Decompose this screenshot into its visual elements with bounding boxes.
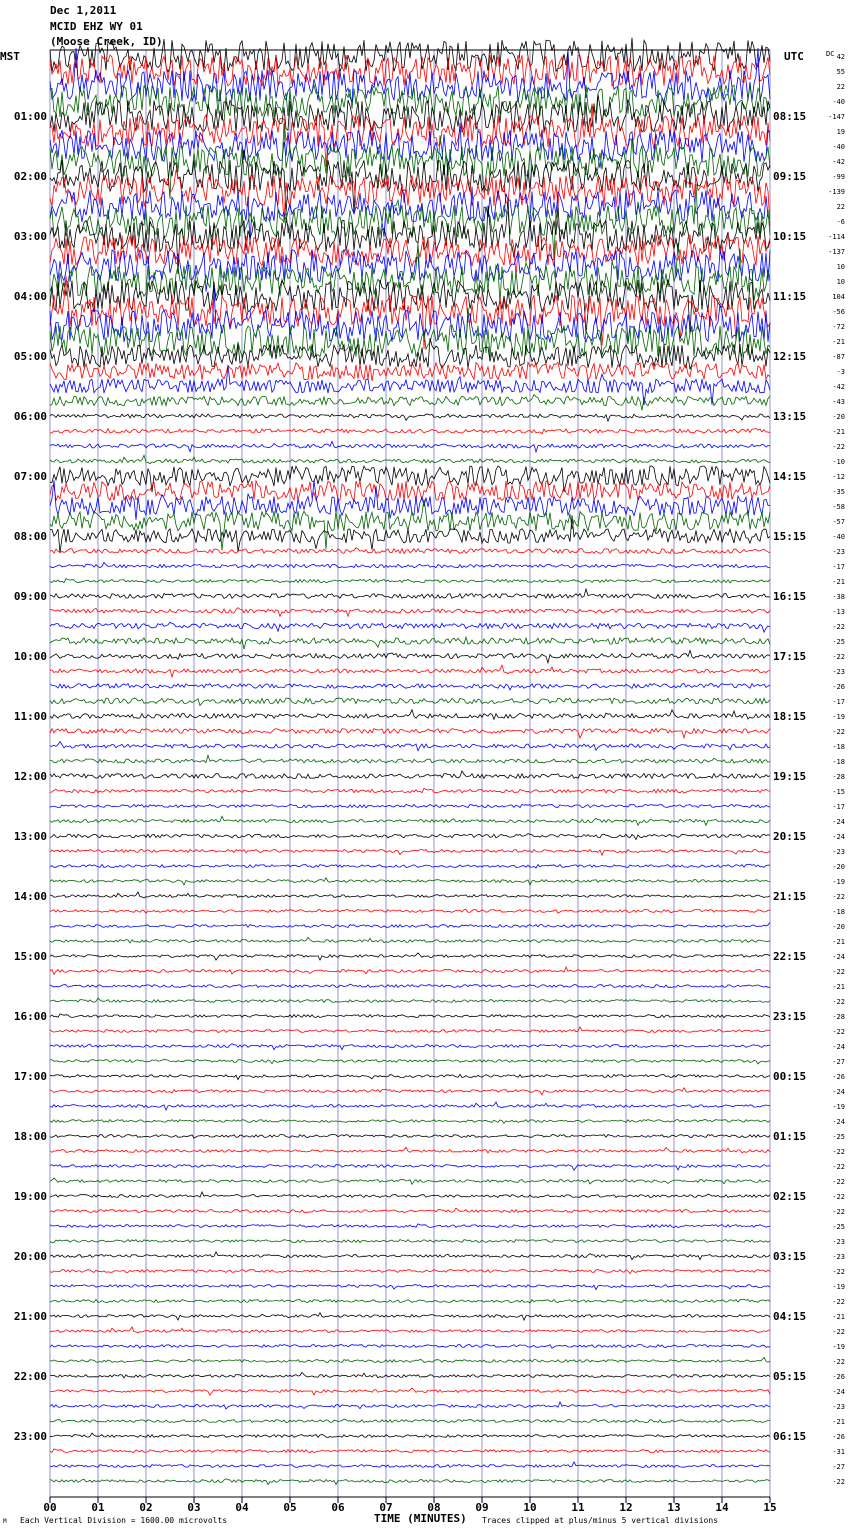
dc-offset-label: -25 (832, 638, 845, 646)
dc-offset-label: -15 (832, 788, 845, 796)
trace (50, 1357, 770, 1362)
x-tick-label: 01 (91, 1501, 105, 1514)
dc-offset-label: -24 (832, 818, 845, 826)
right-time-label: 02:15 (773, 1190, 807, 1203)
right-time-label: 18:15 (773, 710, 807, 723)
x-tick-label: 00 (43, 1501, 57, 1514)
left-time-label: 17:00 (13, 1070, 47, 1083)
trace (50, 1285, 770, 1290)
dc-offset-label: -23 (832, 1403, 845, 1411)
dc-offset-label: -87 (832, 353, 845, 361)
dc-offset-label: -22 (832, 653, 845, 661)
trace (50, 1419, 770, 1422)
dc-offset-label: 22 (836, 203, 845, 211)
right-time-label: 03:15 (773, 1250, 807, 1263)
dc-offset-label: -19 (832, 713, 845, 721)
trace (50, 1372, 770, 1378)
location-title: (Moose Creek, ID) (50, 35, 163, 48)
x-tick-label: 04 (235, 1501, 249, 1514)
dc-offset-label: -24 (832, 953, 845, 961)
trace (50, 1044, 770, 1050)
trace (50, 755, 770, 763)
dc-offset-label: -24 (832, 1088, 845, 1096)
dc-offset-label: 10 (836, 263, 845, 271)
dc-offset-label: -22 (832, 623, 845, 631)
dc-offset-label: 42 (836, 53, 845, 61)
left-time-label: 04:00 (13, 290, 47, 303)
right-time-label: 05:15 (773, 1370, 807, 1383)
dc-offset-label: 22 (836, 83, 845, 91)
trace (50, 650, 770, 662)
dc-offset-label: -19 (832, 1283, 845, 1291)
x-tick-label: 13 (667, 1501, 681, 1514)
dc-offset-label: -22 (832, 998, 845, 1006)
right-time-label: 11:15 (773, 290, 807, 303)
x-tick-label: 09 (475, 1501, 489, 1514)
trace (50, 579, 770, 583)
right-time-label: 20:15 (773, 830, 807, 843)
left-time-label: 13:00 (13, 830, 47, 843)
dc-offset-label: -40 (832, 533, 845, 541)
trace (50, 1208, 770, 1212)
scale-note: Each Vertical Division = 1600.00 microvolts (20, 1516, 228, 1525)
dc-offset-label: -26 (832, 1073, 845, 1081)
trace (50, 953, 770, 960)
trace (50, 937, 770, 943)
dc-offset-label: -35 (832, 488, 845, 496)
trace (50, 1402, 770, 1409)
dc-offset-label: -38 (832, 593, 845, 601)
trace (50, 1059, 770, 1064)
dc-offset-label: -28 (832, 1013, 845, 1021)
dc-offset-label: -57 (832, 518, 845, 526)
dc-offset-label: -19 (832, 1103, 845, 1111)
right-time-label: 00:15 (773, 1070, 807, 1083)
dc-offset-label: -19 (832, 878, 845, 886)
trace (50, 864, 770, 868)
dc-offset-label: -22 (832, 1178, 845, 1186)
trace (50, 184, 770, 259)
trace (50, 892, 770, 898)
right-time-label: 22:15 (773, 950, 807, 963)
trace (50, 1102, 770, 1110)
dc-offset-label: -21 (832, 983, 845, 991)
trace (50, 849, 770, 855)
dc-offset-label: -26 (832, 683, 845, 691)
right-time-label: 09:15 (773, 170, 807, 183)
x-tick-label: 15 (763, 1501, 777, 1514)
left-time-label: 20:00 (13, 1250, 47, 1263)
trace (50, 85, 770, 123)
trace (50, 1252, 770, 1260)
dc-offset-label: 104 (832, 293, 845, 301)
dc-offset-label: -18 (832, 908, 845, 916)
trace (50, 481, 770, 501)
trace (50, 1388, 770, 1395)
trace (50, 395, 770, 411)
trace (50, 562, 770, 568)
trace (50, 922, 770, 927)
left-time-label: 02:00 (13, 170, 47, 183)
dc-offset-label: -27 (832, 1463, 845, 1471)
dc-offset-label: -40 (832, 143, 845, 151)
dc-offset-label: -22 (832, 1358, 845, 1366)
trace (50, 665, 770, 677)
right-time-label: 12:15 (773, 350, 807, 363)
trace (50, 55, 770, 87)
right-time-label: 21:15 (773, 890, 807, 903)
dc-offset-label: -26 (832, 1373, 845, 1381)
dc-offset-label: -22 (832, 1478, 845, 1486)
dc-offset-label: -23 (832, 1253, 845, 1261)
trace (50, 1027, 770, 1033)
time-labels (14, 53, 845, 1514)
dc-offset-label: -10 (832, 458, 845, 466)
trace (50, 1327, 770, 1333)
dc-offset-label: -22 (832, 728, 845, 736)
right-time-label: 19:15 (773, 770, 807, 783)
trace (50, 441, 770, 451)
station-title: MCID EHZ WY 01 (50, 20, 143, 33)
dc-offset-label: -22 (832, 1148, 845, 1156)
left-time-label: 10:00 (13, 650, 47, 663)
right-time-label: 01:15 (773, 1130, 807, 1143)
trace (50, 1433, 770, 1437)
dc-offset-label: -21 (832, 1418, 845, 1426)
dc-offset-label: -12 (832, 473, 845, 481)
left-axis-label: MST (0, 50, 20, 63)
dc-offset-label: -21 (832, 1313, 845, 1321)
dc-offset-label: -6 (836, 218, 845, 226)
trace (50, 338, 770, 369)
trace (50, 910, 770, 914)
dc-offset-label: -21 (832, 428, 845, 436)
dc-offset-label: -43 (832, 398, 845, 406)
right-time-label: 08:15 (773, 110, 807, 123)
right-axis-label: UTC (784, 50, 804, 63)
dc-offset-label: -18 (832, 758, 845, 766)
trace (50, 878, 770, 885)
right-time-label: 06:15 (773, 1430, 807, 1443)
dc-offset-label: -20 (832, 923, 845, 931)
trace (50, 428, 770, 433)
dc-offset-label: -24 (832, 1043, 845, 1051)
left-time-label: 15:00 (13, 950, 47, 963)
date-title: Dec 1,2011 (50, 4, 117, 17)
trace (50, 1014, 770, 1018)
trace (50, 698, 770, 705)
trace (50, 455, 770, 463)
trace (50, 1462, 770, 1468)
dc-offset-label: -31 (832, 1448, 845, 1456)
trace (50, 804, 770, 807)
trace (50, 1192, 770, 1197)
trace (50, 834, 770, 840)
right-time-label: 14:15 (773, 470, 807, 483)
trace (50, 1345, 770, 1349)
trace (50, 788, 770, 793)
x-axis-label: TIME (MINUTES) (374, 1512, 467, 1525)
right-time-label: 10:15 (773, 230, 807, 243)
left-time-label: 09:00 (13, 590, 47, 603)
trace (50, 710, 770, 720)
trace (50, 1479, 770, 1485)
trace (50, 1269, 770, 1274)
dc-offset-label: -25 (832, 1133, 845, 1141)
trace (50, 1120, 770, 1124)
trace (50, 622, 770, 632)
left-time-label: 18:00 (13, 1130, 47, 1143)
left-time-label: 23:00 (13, 1430, 47, 1443)
dc-offset-label: -99 (832, 173, 845, 181)
trace (50, 1224, 770, 1228)
dc-offset-label: -23 (832, 548, 845, 556)
left-time-label: 22:00 (13, 1370, 47, 1383)
x-tick-label: 11 (571, 1501, 585, 1514)
dc-offset-label: -3 (836, 368, 845, 376)
trace (50, 684, 770, 690)
trace (50, 466, 770, 492)
left-time-label: 16:00 (13, 1010, 47, 1023)
footer-mark: M (3, 1518, 7, 1525)
x-tick-label: 14 (715, 1501, 729, 1514)
dc-offset-label: -28 (832, 773, 845, 781)
dc-offset-label: -25 (832, 1223, 845, 1231)
dc-offset-label: -23 (832, 1238, 845, 1246)
dc-offset-label: -22 (832, 893, 845, 901)
right-time-label: 17:15 (773, 650, 807, 663)
x-tick-label: 10 (523, 1501, 537, 1514)
x-tick-label: 08 (427, 1501, 441, 1514)
dc-offset-label: -22 (832, 443, 845, 451)
right-time-label: 15:15 (773, 530, 807, 543)
dc-offset-label: -21 (832, 578, 845, 586)
dc-offset-label: -147 (828, 113, 845, 121)
dc-offset-label: -24 (832, 1388, 845, 1396)
trace (50, 1299, 770, 1303)
trace (50, 816, 770, 825)
dc-offset-label: -13 (832, 608, 845, 616)
trace (50, 308, 770, 359)
trace (50, 548, 770, 554)
dc-offset-label: -137 (828, 248, 845, 256)
dc-offset-label: -22 (832, 1163, 845, 1171)
dc-offset-label: -22 (832, 1208, 845, 1216)
x-tick-label: 05 (283, 1501, 297, 1514)
trace (50, 1449, 770, 1453)
trace (50, 637, 770, 649)
x-tick-label: 06 (331, 1501, 345, 1514)
trace (50, 1074, 770, 1079)
x-tick-label: 12 (619, 1501, 633, 1514)
clip-note: Traces clipped at plus/minus 5 vertical divisions (482, 1516, 719, 1525)
dc-offset-label: -24 (832, 833, 845, 841)
trace (50, 1147, 770, 1153)
dc-offset-label: -22 (832, 1193, 845, 1201)
dc-offset-label: -22 (832, 1298, 845, 1306)
trace (50, 1088, 770, 1095)
trace (50, 187, 770, 244)
trace (50, 608, 770, 617)
trace (50, 967, 770, 974)
dc-offset-label: -22 (832, 1268, 845, 1276)
left-time-label: 05:00 (13, 350, 47, 363)
dc-offset-label: -17 (832, 698, 845, 706)
trace (50, 1135, 770, 1139)
trace (50, 998, 770, 1002)
dc-offset-label: -18 (832, 743, 845, 751)
left-time-label: 06:00 (13, 410, 47, 423)
dc-offset-label: -23 (832, 668, 845, 676)
trace (50, 589, 770, 598)
dc-offset-label: -23 (832, 848, 845, 856)
dc-offset-label: -114 (828, 233, 845, 241)
dc-offset-label: 55 (836, 68, 845, 76)
trace (50, 729, 770, 739)
dc-offset-label: -26 (832, 1433, 845, 1441)
trace (50, 984, 770, 987)
x-tick-label: 02 (139, 1501, 153, 1514)
left-time-label: 19:00 (13, 1190, 47, 1203)
dc-offset-label: -27 (832, 1058, 845, 1066)
trace (50, 771, 770, 779)
dc-offset-label: -21 (832, 338, 845, 346)
right-time-label: 04:15 (773, 1310, 807, 1323)
right-time-label: 23:15 (773, 1010, 807, 1023)
x-tick-label: 07 (379, 1501, 393, 1514)
dc-label: DC (826, 50, 835, 58)
dc-offset-label: -24 (832, 1118, 845, 1126)
dc-offset-label: -21 (832, 938, 845, 946)
left-time-label: 07:00 (13, 470, 47, 483)
trace (50, 414, 770, 421)
left-time-label: 08:00 (13, 530, 47, 543)
dc-offset-label: 10 (836, 278, 845, 286)
right-time-label: 13:15 (773, 410, 807, 423)
dc-offset-label: -20 (832, 413, 845, 421)
dc-offset-label: -22 (832, 968, 845, 976)
trace (50, 1178, 770, 1184)
dc-offset-label: -17 (832, 563, 845, 571)
dc-offset-label: -58 (832, 503, 845, 511)
dc-offset-label: -72 (832, 323, 845, 331)
dc-offset-label: -56 (832, 308, 845, 316)
dc-offset-label: -17 (832, 803, 845, 811)
seismic-traces (50, 38, 770, 1485)
dc-offset-label: -40 (832, 98, 845, 106)
dc-offset-label: -22 (832, 1328, 845, 1336)
dc-offset-label: -20 (832, 863, 845, 871)
dc-offset-label: -19 (832, 1343, 845, 1351)
dc-offset-label: -22 (832, 1028, 845, 1036)
trace (50, 480, 770, 520)
trace (50, 1313, 770, 1320)
trace (50, 1165, 770, 1171)
left-time-label: 14:00 (13, 890, 47, 903)
dc-offset-label: -42 (832, 383, 845, 391)
left-time-label: 01:00 (13, 110, 47, 123)
trace (50, 1240, 770, 1243)
left-time-label: 21:00 (13, 1310, 47, 1323)
right-time-label: 16:15 (773, 590, 807, 603)
dc-offset-label: 19 (836, 128, 845, 136)
left-time-label: 12:00 (13, 770, 47, 783)
dc-offset-label: -139 (828, 188, 845, 196)
left-time-label: 11:00 (13, 710, 47, 723)
trace (50, 742, 770, 751)
left-time-label: 03:00 (13, 230, 47, 243)
x-tick-label: 03 (187, 1501, 201, 1514)
dc-offset-label: -42 (832, 158, 845, 166)
